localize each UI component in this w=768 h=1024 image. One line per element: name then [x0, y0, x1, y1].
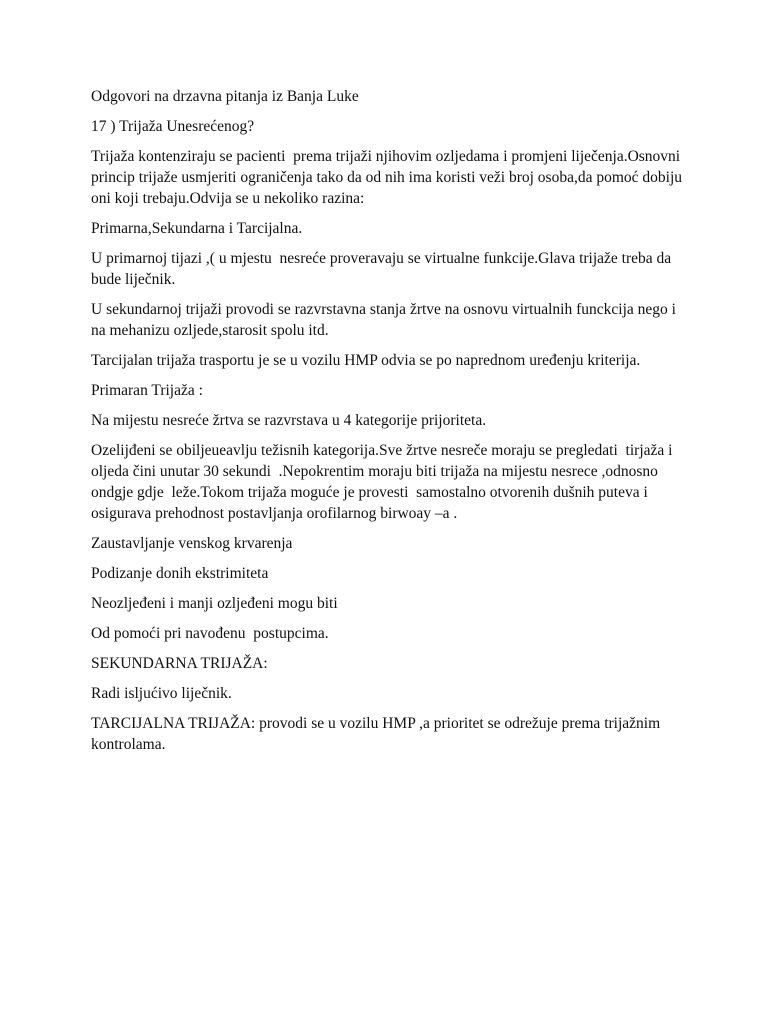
- paragraph: Trijaža kontenziraju se pacienti prema trijaži njihovim ozljedama i promjeni liječenja.Osnovni princip trijaže usmjeriti ograničenja tako da od nih ima koristi veži broj osoba,da pomoć dobiju oni koji trebaju.Odvija se u nekoliko razina:: [91, 148, 686, 207]
- document-body: [91, 86, 691, 764]
- paragraph: Radi isljućivo liječnik.: [91, 685, 232, 702]
- paragraph: Podizanje donih ekstrimiteta: [91, 565, 269, 582]
- section-heading: Primaran Trijaža :: [91, 382, 203, 399]
- document-title: Odgovori na drzavna pitanja iz Banja Luke: [91, 88, 359, 105]
- paragraph: Ozelijđeni se obiljeueavlju težisnih kategorija.Sve žrtve nesreče moraju se pregledati tirjaža i oljeda čini unutar 30 sekundi .Nepokrentim moraju biti trijaža na mijestu nesrece ,odnosno ondgje gdje leže.Tokom trijaža moguće je provesti samostalno otvorenih dušnih puteva i osigurava prehodnost postavljanja orofilarnog birwoay –a .: [91, 442, 677, 522]
- paragraph: Od pomoći pri navođenu postupcima.: [91, 625, 329, 642]
- paragraph: Na mijestu nesreće žrtva se razvrstava u 4 kategorije prijoriteta.: [91, 412, 487, 429]
- section-heading: SEKUNDARNA TRIJAŽA:: [91, 655, 268, 672]
- paragraph: Tarcijalan trijaža trasportu je se u vozilu HMP odvia se po naprednom uređenju kriterija.: [91, 352, 641, 369]
- paragraph: Primarna,Sekundarna i Tarcijalna.: [91, 220, 303, 237]
- question-heading: 17 ) Trijaža Unesrećenog?: [91, 118, 255, 135]
- paragraph: TARCIJALNA TRIJAŽA: provodi se u vozilu HMP ,a prioritet se odrežuje prema trijažnim kontrolama.: [91, 715, 665, 753]
- paragraph: U sekundarnoj trijaži provodi se razvrstavna stanja žrtve na osnovu virtualnih funckcija nego i na mehanizu ozljede,starosit spolu itd.: [91, 301, 680, 339]
- paragraph: Zaustavljanje venskog krvarenja: [91, 535, 293, 552]
- paragraph: Neozljeđeni i manji ozljeđeni mogu biti: [91, 595, 338, 612]
- paragraph: U primarnoj tijazi ,( u mjestu nesreće proveravaju se virtualne funkcije.Glava trijaže treba da bude liječnik.: [91, 250, 676, 288]
